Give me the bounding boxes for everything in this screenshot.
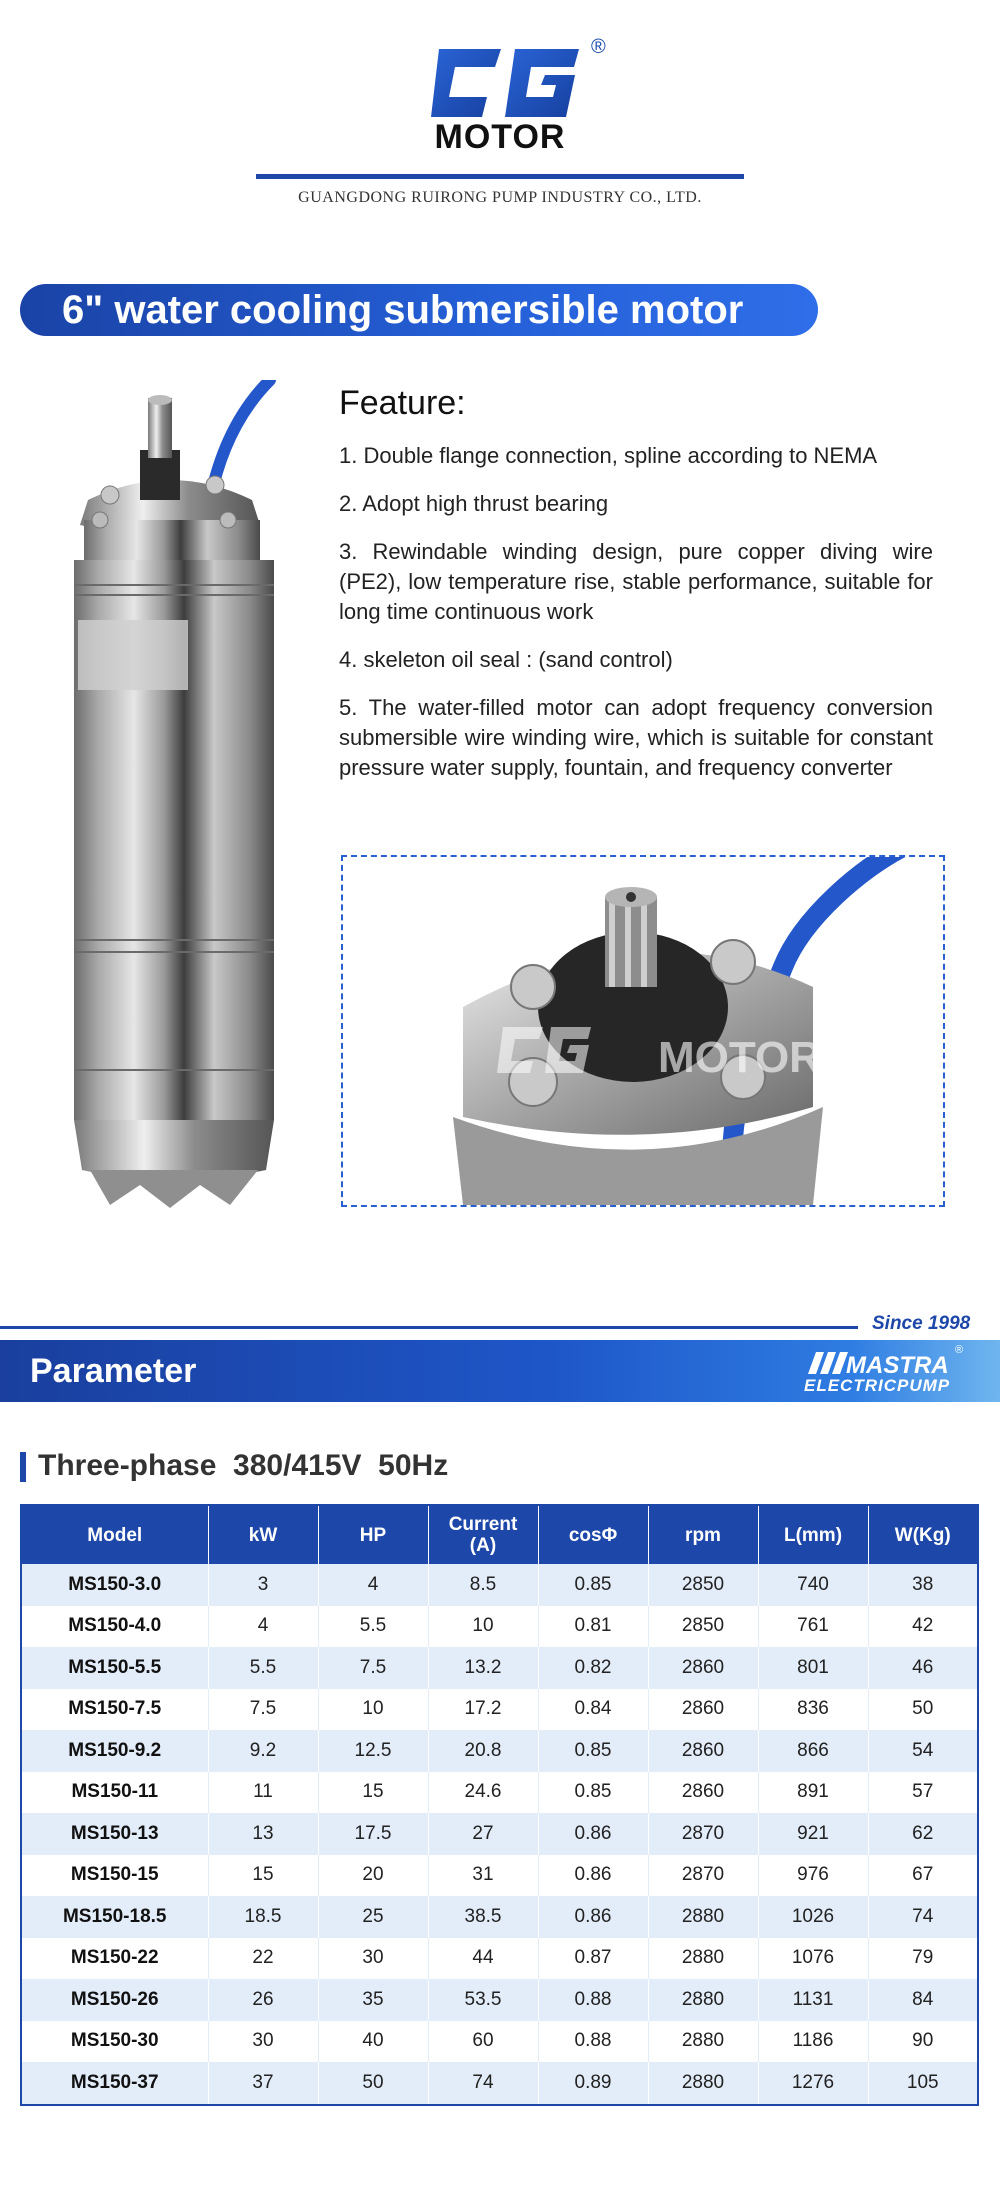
model-cell: MS150-30 — [21, 2021, 208, 2063]
table-cell: 0.87 — [538, 1938, 648, 1980]
table-cell: 2880 — [648, 1896, 758, 1938]
table-cell: 2850 — [648, 1564, 758, 1606]
motor-product-image — [70, 380, 300, 1210]
brand-word: MOTOR — [434, 118, 566, 156]
since-text: Since 1998 — [872, 1313, 971, 1334]
table-row — [21, 2021, 978, 2063]
table-cell: 37 — [208, 2062, 318, 2105]
table-cell: 2880 — [648, 1938, 758, 1980]
table-cell: 0.84 — [538, 1689, 648, 1731]
table-cell: 801 — [758, 1647, 868, 1689]
brand-subtitle: ELECTRICPUMP — [804, 1376, 951, 1395]
table-cell: 0.86 — [538, 1855, 648, 1897]
table-cell: 67 — [868, 1855, 978, 1897]
model-cell: MS150-5.5 — [21, 1647, 208, 1689]
table-cell: 740 — [758, 1564, 868, 1606]
table-body — [21, 1564, 978, 2105]
table-cell: 40 — [318, 2021, 428, 2063]
table-row — [21, 1813, 978, 1855]
table-cell: 7.5 — [208, 1689, 318, 1731]
model-cell: MS150-4.0 — [21, 1606, 208, 1648]
table-cell: 10 — [428, 1606, 538, 1648]
table-cell: 4 — [318, 1564, 428, 1606]
table-cell: 2870 — [648, 1813, 758, 1855]
product-title: 6" water cooling submersible motor — [62, 288, 744, 332]
table-cell: 2880 — [648, 1979, 758, 2021]
column-header: W(Kg) — [868, 1505, 978, 1564]
table-cell: 30 — [208, 2021, 318, 2063]
table-cell: 38 — [868, 1564, 978, 1606]
registered-mark: ® — [955, 1344, 964, 1356]
table-cell: 15 — [208, 1855, 318, 1897]
table-cell: 46 — [868, 1647, 978, 1689]
table-cell: 5.5 — [318, 1606, 428, 1648]
since-divider — [0, 1326, 858, 1329]
table-cell: 2880 — [648, 2062, 758, 2105]
table-cell: 90 — [868, 2021, 978, 2063]
table-cell: 15 — [318, 1772, 428, 1814]
table-row — [21, 1564, 978, 1606]
table-cell: 50 — [318, 2062, 428, 2105]
model-cell: MS150-11 — [21, 1772, 208, 1814]
table-cell: 2860 — [648, 1689, 758, 1731]
model-cell: MS150-26 — [21, 1979, 208, 2021]
table-row — [21, 1772, 978, 1814]
table-cell: 2880 — [648, 2021, 758, 2063]
table-cell: 836 — [758, 1689, 868, 1731]
model-cell: MS150-9.2 — [21, 1730, 208, 1772]
table-cell: 74 — [428, 2062, 538, 2105]
table-cell: 57 — [868, 1772, 978, 1814]
table-cell: 1076 — [758, 1938, 868, 1980]
parameter-title: Parameter — [30, 1352, 197, 1390]
table-cell: 54 — [868, 1730, 978, 1772]
table-cell: 1026 — [758, 1896, 868, 1938]
table-row — [21, 1979, 978, 2021]
table-cell: 7.5 — [318, 1647, 428, 1689]
header-divider — [256, 174, 744, 179]
table-cell: 17.5 — [318, 1813, 428, 1855]
registered-mark: ® — [591, 36, 606, 58]
model-cell: MS150-18.5 — [21, 1896, 208, 1938]
table-cell: 2850 — [648, 1606, 758, 1648]
table-row — [21, 1689, 978, 1731]
table-cell: 4 — [208, 1606, 318, 1648]
cg-brand-logo — [425, 45, 585, 123]
column-header: kW — [208, 1505, 318, 1564]
table-cell: 9.2 — [208, 1730, 318, 1772]
phase-title: Three-phase 380/415V 50Hz — [38, 1449, 449, 1482]
table-cell: 0.85 — [538, 1564, 648, 1606]
table-cell: 1276 — [758, 2062, 868, 2105]
table-cell: 0.88 — [538, 2021, 648, 2063]
table-cell: 20.8 — [428, 1730, 538, 1772]
model-cell: MS150-7.5 — [21, 1689, 208, 1731]
table-cell: 42 — [868, 1606, 978, 1648]
table-cell: 35 — [318, 1979, 428, 2021]
table-cell: 0.86 — [538, 1896, 648, 1938]
table-cell: 0.81 — [538, 1606, 648, 1648]
table-cell: 13 — [208, 1813, 318, 1855]
model-cell: MS150-37 — [21, 2062, 208, 2105]
column-header: HP — [318, 1505, 428, 1564]
table-cell: 2860 — [648, 1772, 758, 1814]
table-cell: 13.2 — [428, 1647, 538, 1689]
table-cell: 0.85 — [538, 1730, 648, 1772]
table-cell: 38.5 — [428, 1896, 538, 1938]
table-cell: 8.5 — [428, 1564, 538, 1606]
table-cell: 2870 — [648, 1855, 758, 1897]
table-cell: 0.89 — [538, 2062, 648, 2105]
table-cell: 24.6 — [428, 1772, 538, 1814]
table-cell: 84 — [868, 1979, 978, 2021]
column-header: rpm — [648, 1505, 758, 1564]
table-cell: 20 — [318, 1855, 428, 1897]
table-row — [21, 2062, 978, 2105]
feature-item: 5. The water-filled motor can adopt frequency conversion submersible wire winding wire, which is suitable for constant pressure water supply, fountain, and frequency converter — [339, 695, 933, 780]
table-cell: 27 — [428, 1813, 538, 1855]
table-cell: 11 — [208, 1772, 318, 1814]
table-cell: 25 — [318, 1896, 428, 1938]
table-cell: 30 — [318, 1938, 428, 1980]
table-cell: 761 — [758, 1606, 868, 1648]
column-header: Current (A) — [428, 1505, 538, 1564]
table-cell: 0.88 — [538, 1979, 648, 2021]
feature-item: 2. Adopt high thrust bearing — [339, 491, 609, 516]
table-header-row — [21, 1505, 978, 1564]
table-cell: 62 — [868, 1813, 978, 1855]
table-cell: 0.85 — [538, 1772, 648, 1814]
table-row — [21, 1896, 978, 1938]
section-marker — [20, 1452, 26, 1482]
model-cell: MS150-22 — [21, 1938, 208, 1980]
table-cell: 53.5 — [428, 1979, 538, 2021]
table-row — [21, 1730, 978, 1772]
feature-item: 1. Double flange connection, spline according to NEMA — [339, 443, 878, 468]
table-cell: 79 — [868, 1938, 978, 1980]
table-cell: 74 — [868, 1896, 978, 1938]
table-cell: 1186 — [758, 2021, 868, 2063]
table-cell: 12.5 — [318, 1730, 428, 1772]
table-cell: 2860 — [648, 1647, 758, 1689]
table-cell: 0.82 — [538, 1647, 648, 1689]
mastra-logo-text: MASTRA — [846, 1352, 949, 1379]
table-cell: 5.5 — [208, 1647, 318, 1689]
table-cell: 3 — [208, 1564, 318, 1606]
table-cell: 1131 — [758, 1979, 868, 2021]
column-header: Model — [21, 1505, 208, 1564]
motor-detail-image — [341, 855, 945, 1207]
parameter-table — [20, 1504, 979, 2106]
table-row — [21, 1647, 978, 1689]
table-cell: 921 — [758, 1813, 868, 1855]
feature-heading: Feature: — [339, 384, 466, 422]
table-cell: 60 — [428, 2021, 538, 2063]
table-cell: 26 — [208, 1979, 318, 2021]
column-header: L(mm) — [758, 1505, 868, 1564]
table-row — [21, 1938, 978, 1980]
table-cell: 10 — [318, 1689, 428, 1731]
table-row — [21, 1855, 978, 1897]
table-cell: 105 — [868, 2062, 978, 2105]
table-cell: 2860 — [648, 1730, 758, 1772]
feature-item: 4. skeleton oil seal : (sand control) — [339, 647, 673, 672]
table-cell: 976 — [758, 1855, 868, 1897]
model-cell: MS150-15 — [21, 1855, 208, 1897]
company-name: GUANGDONG RUIRONG PUMP INDUSTRY CO., LTD. — [298, 189, 702, 206]
table-cell: 50 — [868, 1689, 978, 1731]
table-cell: 22 — [208, 1938, 318, 1980]
table-cell: 44 — [428, 1938, 538, 1980]
model-cell: MS150-3.0 — [21, 1564, 208, 1606]
table-cell: 891 — [758, 1772, 868, 1814]
table-cell: 0.86 — [538, 1813, 648, 1855]
flange-closeup-illustration — [343, 857, 943, 1205]
watermark-text: MOTOR — [658, 1033, 821, 1082]
feature-item: 3. Rewindable winding design, pure copper diving wire (PE2), low temperature rise, stable performance, suitable for long time continuous work — [339, 539, 933, 624]
feature-list — [339, 384, 933, 801]
table-cell: 866 — [758, 1730, 868, 1772]
column-header: cosΦ — [538, 1505, 648, 1564]
table-row — [21, 1606, 978, 1648]
table-cell: 17.2 — [428, 1689, 538, 1731]
table-cell: 31 — [428, 1855, 538, 1897]
model-cell: MS150-13 — [21, 1813, 208, 1855]
table-cell: 18.5 — [208, 1896, 318, 1938]
